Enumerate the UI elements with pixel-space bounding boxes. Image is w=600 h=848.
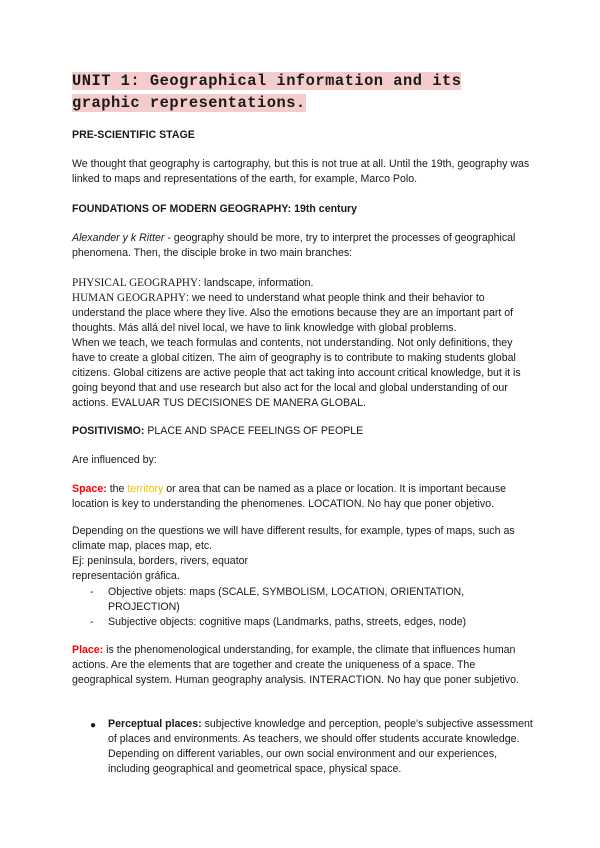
physical-geography-label: PHYSICAL GEOGRAPHY — [72, 277, 199, 289]
dash-marker: - — [90, 616, 94, 628]
physical-geography-line — [72, 276, 532, 291]
teaching-paragraph: When we teach, we teach formulas and contents, not understanding. Not only definitions, they have to create a global citizen. The aim of geography is to contribute to making students global citizens. Global citizens are active people that act taking into account critical knowledge, but it is going beyond that and use research but also act for the local and global understanding of our actions. EVALUAR TUS DECISIONES DE MANERA GLOBAL. — [72, 337, 521, 409]
dash-marker: - — [90, 586, 94, 598]
territory-highlight: territory — [127, 483, 164, 495]
foundations-heading: FOUNDATIONS OF MODERN GEOGRAPHY: 19th century — [72, 203, 358, 215]
space-paragraph — [72, 482, 532, 512]
representation-line: representación gráfica. — [72, 570, 180, 582]
place-label: Place: — [72, 644, 104, 656]
influenced-by: Are influenced by: — [72, 454, 157, 466]
foundations-paragraph — [72, 231, 532, 261]
human-geography-paragraph — [72, 291, 532, 336]
perceptual-places-item — [108, 717, 533, 777]
space-label: Space: — [72, 483, 107, 495]
physical-geography-text: : landscape, information. — [198, 277, 314, 289]
pre-scientific-heading: PRE-SCIENTIFIC STAGE — [72, 129, 195, 141]
positivismo-heading — [72, 424, 532, 439]
space-text: or area that can be named as a place or location. It is important because location is key to understanding the phenomenes. LOCATION. No hay que poner objetivo. — [72, 483, 507, 510]
foundations-text: - geography should be more, try to interpret the processes of geographical phenomena. Then, the disciple broke in two main branches: — [72, 232, 516, 259]
place-paragraph — [72, 643, 532, 688]
human-geography-text: : we need to understand what people think and their behavior to understand the place where they live. Also the emotions because they are an important part of thoughts. Más allá del nivel local, we have to link knowledge with global problems. — [72, 292, 514, 334]
pre-scientific-paragraph: We thought that geography is cartography, but this is not true at all. Until the 19th, geography was linked to maps and representations of the earth, for example, Marco Polo. — [72, 158, 530, 185]
human-geography-label: HUMAN GEOGRAPHY — [72, 292, 187, 304]
space-pre: the — [106, 483, 128, 495]
perceptual-places-text: subjective knowledge and perception, people's subjective assessment of places and environments. As teachers, we should offer students accurate knowledge. Depending on different variables, our own social environment and our experiences, including geographical and geometrical space, physical space. — [108, 718, 533, 775]
example-line: Ej: peninsula, borders, rivers, equator — [72, 555, 249, 567]
objective-objects-item: Objective objets: maps (SCALE, SYMBOLISM, LOCATION, ORIENTATION, PROJECTION) — [108, 586, 465, 613]
title-line-1: UNIT 1: Geographical information and its — [72, 72, 462, 90]
perceptual-places-label: Perceptual places: — [108, 718, 202, 730]
place-text: is the phenomenological understanding, for example, the climate that influences human actions. Are the elements that are together and create the uniqueness of a space. The geographical system. Human geography analysis. INTERACTION. No hay que poner subjetivo. — [72, 644, 519, 686]
subjective-objects-item: Subjective objects: cognitive maps (Landmarks, paths, streets, edges, node) — [108, 616, 467, 628]
positivismo-heading-rest: PLACE AND SPACE FEELINGS OF PEOPLE — [144, 425, 364, 437]
questions-paragraph: Depending on the questions we will have different results, for example, types of maps, such as climate map, places map, etc. — [72, 525, 515, 552]
authors-name: Alexander y k Ritter — [72, 232, 165, 244]
unit-title — [72, 70, 492, 114]
title-line-2: graphic representations. — [72, 94, 306, 112]
bullet-marker: ● — [90, 720, 97, 731]
positivismo-heading-bold: POSITIVISMO: — [72, 425, 145, 437]
